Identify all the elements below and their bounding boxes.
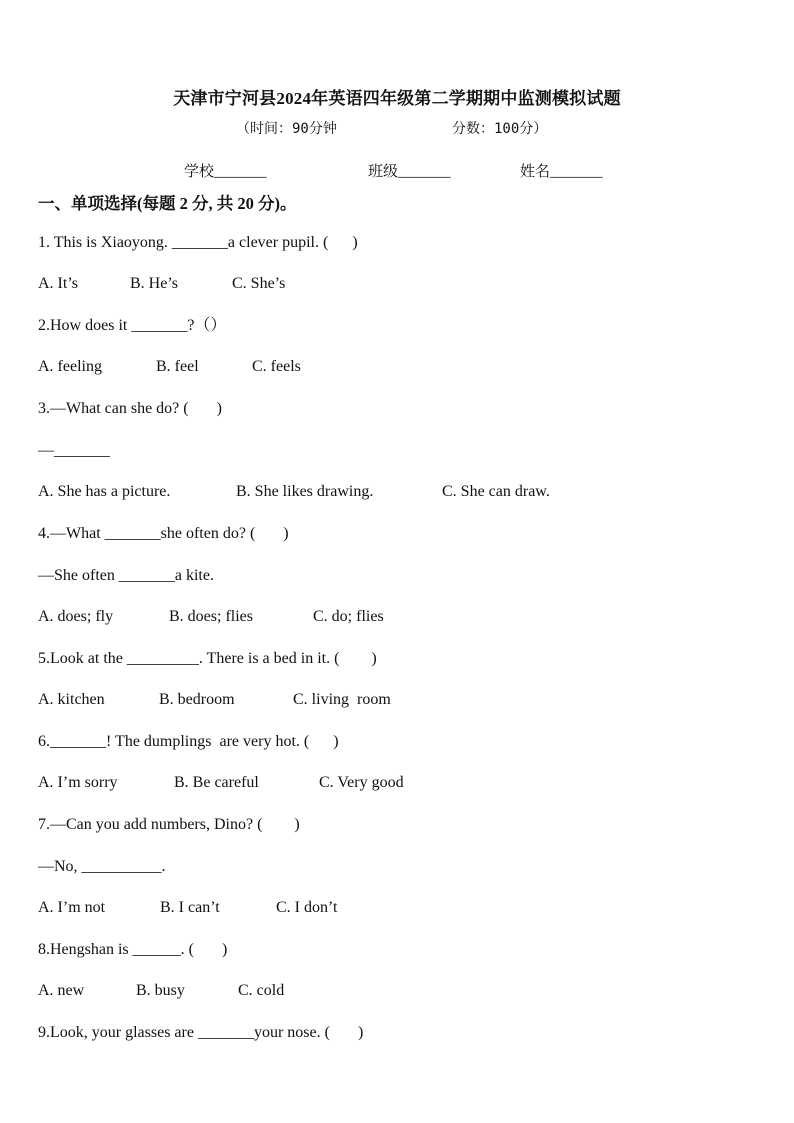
question-2-option-a: A. feeling bbox=[38, 358, 102, 375]
question-5-stem: 5.Look at the _________. There is a bed in it. ( ) bbox=[38, 650, 377, 667]
school-field: 学校_______ bbox=[184, 164, 267, 180]
name-field: 姓名_______ bbox=[520, 164, 603, 180]
question-7-option-a: A. I’m not bbox=[38, 899, 106, 916]
question-8-stem: 8.Hengshan is ______. ( ) bbox=[38, 941, 228, 958]
question-8-option-b: B. busy bbox=[136, 982, 185, 999]
question-6-stem: 6._______! The dumplings are very hot. ( ) bbox=[38, 733, 339, 750]
question-6-option-a: A. I’m sorry bbox=[38, 774, 118, 791]
question-7-option-b: B. I can’t bbox=[160, 899, 220, 916]
question-4-option-b: B. does; flies bbox=[169, 608, 253, 625]
question-4-option-c: C. do; flies bbox=[313, 608, 384, 625]
exam-score: 分数：100分） bbox=[452, 121, 548, 137]
section-title: 一、单项选择(每题 2 分, 共 20 分)。 bbox=[38, 194, 297, 213]
question-5-option-c: C. living room bbox=[293, 691, 391, 708]
question-8-option-a: A. new bbox=[38, 982, 85, 999]
question-6-option-b: B. Be careful bbox=[174, 774, 259, 791]
class-field: 班级_______ bbox=[368, 164, 451, 180]
question-3-option-c: C. She can draw. bbox=[442, 483, 550, 500]
question-8-option-c: C. cold bbox=[238, 982, 285, 999]
question-7-stem: 7.—Can you add numbers, Dino? ( ) bbox=[38, 816, 300, 833]
question-4-option-a: A. does; fly bbox=[38, 608, 114, 625]
question-9-stem: 9.Look, your glasses are _______your nose. ( ) bbox=[38, 1024, 364, 1041]
question-3-stem: 3.—What can she do? ( ) bbox=[38, 400, 222, 417]
exam-time: （时间：90分钟 bbox=[236, 121, 337, 137]
question-1-stem: 1. This is Xiaoyong. _______a clever pupil. ( ) bbox=[38, 234, 358, 251]
question-2-option-b: B. feel bbox=[156, 358, 199, 375]
question-6-option-c: C. Very good bbox=[319, 774, 404, 791]
question-3-option-a: A. She has a picture. bbox=[38, 483, 171, 500]
question-5-option-b: B. bedroom bbox=[159, 691, 235, 708]
question-3-answer-line: —_______ bbox=[38, 442, 110, 459]
question-1-option-c: C. She’s bbox=[232, 275, 286, 292]
question-4-answer-line: —She often _______a kite. bbox=[38, 567, 214, 584]
question-1-option-a: A. It’s bbox=[38, 275, 78, 292]
question-2-stem: 2.How does it _______?（） bbox=[38, 317, 227, 334]
question-1-option-b: B. He’s bbox=[130, 275, 178, 292]
question-2-option-c: C. feels bbox=[252, 358, 301, 375]
exam-title: 天津市宁河县2024年英语四年级第二学期期中监测模拟试题 bbox=[173, 89, 621, 108]
question-7-option-c: C. I don’t bbox=[276, 899, 338, 916]
question-3-option-b: B. She likes drawing. bbox=[236, 483, 374, 500]
question-5-option-a: A. kitchen bbox=[38, 691, 105, 708]
question-4-stem: 4.—What _______she often do? ( ) bbox=[38, 525, 289, 542]
question-7-answer-line: —No, __________. bbox=[38, 858, 166, 875]
